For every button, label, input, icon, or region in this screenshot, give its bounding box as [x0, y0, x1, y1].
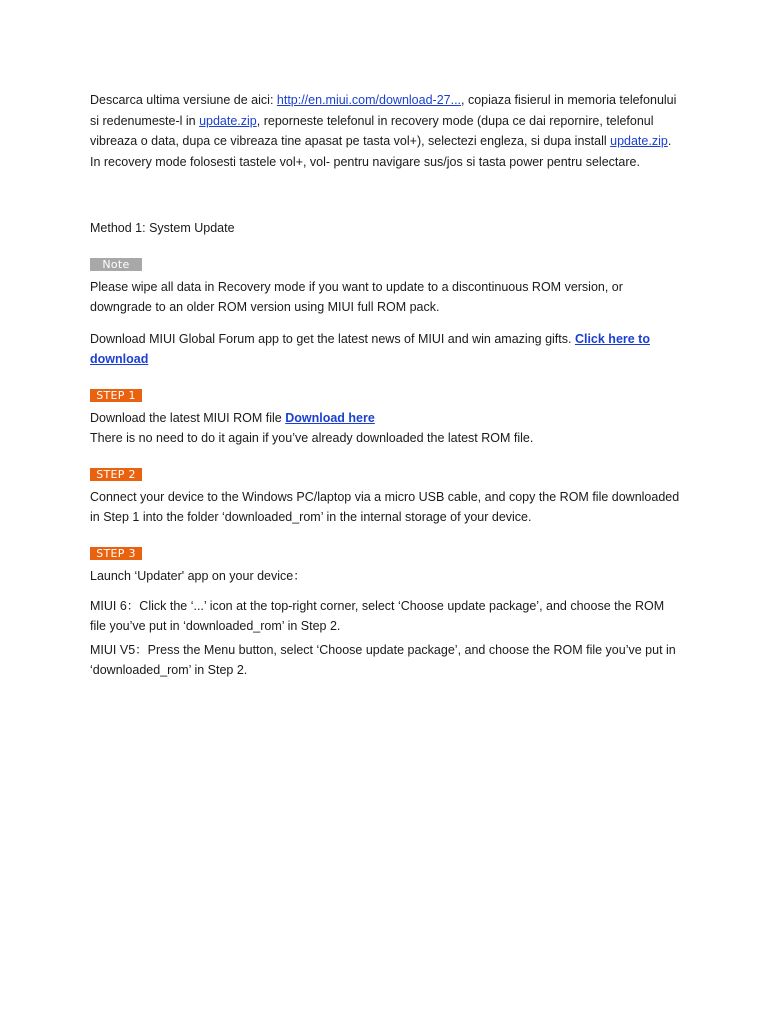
intro-paragraph [90, 90, 680, 172]
note-badge: Note [90, 258, 142, 271]
intro-text-2: , copiaza fisierul in memoria telefonului si redenumeste-l in [90, 93, 677, 128]
note-badge-row [90, 254, 680, 271]
step1-line2: There is no need to do it again if you’ve already downloaded the latest ROM file. [90, 431, 534, 445]
note-text: Please wipe all data in Recovery mode if you want to update to a discontinuous ROM version, or downgrade to an older ROM version using MIUI full ROM pack. [90, 280, 623, 314]
miui-download-link[interactable]: http://en.miui.com/download-27... [276, 93, 462, 107]
forum-text: Download MIUI Global Forum app to get the latest news of MIUI and win amazing gifts. [90, 332, 575, 346]
step3-miuiv5: MIUI V5：Press the Menu button, select ‘Choose update package’, and choose the ROM file you’ve put in ‘downloaded_rom’ in Step 2. [90, 643, 676, 677]
step1-badge: STEP 1 [90, 389, 142, 402]
document-page [90, 90, 680, 680]
method-title: Method 1: System Update [90, 221, 235, 235]
step3-badge-row [90, 543, 680, 560]
step1-line1 [90, 408, 680, 428]
forum-paragraph [90, 329, 680, 369]
intro-text-4: . In recovery mode folosesti tastele vol+, vol- pentru navigare sus/jos si tasta power pentru selectare. [90, 134, 672, 169]
step3-launch: Launch ‘Updater' app on your device： [90, 569, 306, 583]
step2-badge-row [90, 464, 680, 481]
step2-text: Connect your device to the Windows PC/laptop via a micro USB cable, and copy the ROM file downloaded in Step 1 into the folder ‘downloaded_rom’ in the internal storage of your device. [90, 490, 680, 524]
step1-badge-row [90, 385, 680, 402]
step2-badge: STEP 2 [90, 468, 142, 481]
step1-text: Download the latest MIUI ROM file [90, 411, 286, 425]
forum-download-link[interactable]: Click here to download [90, 332, 650, 366]
update-zip-link-2[interactable]: update.zip [610, 134, 668, 148]
update-zip-link[interactable]: update.zip [199, 113, 257, 128]
intro-text-1: Descarca ultima versiune de aici: [90, 93, 277, 107]
intro-text-3: , reporneste telefonul in recovery mode (dupa ce dai repornire, telefonul vibreaza o data, dupa ce vibreaza tine apasat pe tasta vol+), selectezi engleza, si dupa install [90, 113, 654, 148]
step3-miui6: MIUI 6：Click the ‘...’ icon at the top-right corner, select ‘Choose update package’, and choose the ROM file you’ve put in ‘downloaded_rom’ in Step 2. [90, 599, 665, 633]
step3-badge: STEP 3 [90, 547, 142, 560]
rom-download-link[interactable]: Download here [285, 411, 375, 425]
